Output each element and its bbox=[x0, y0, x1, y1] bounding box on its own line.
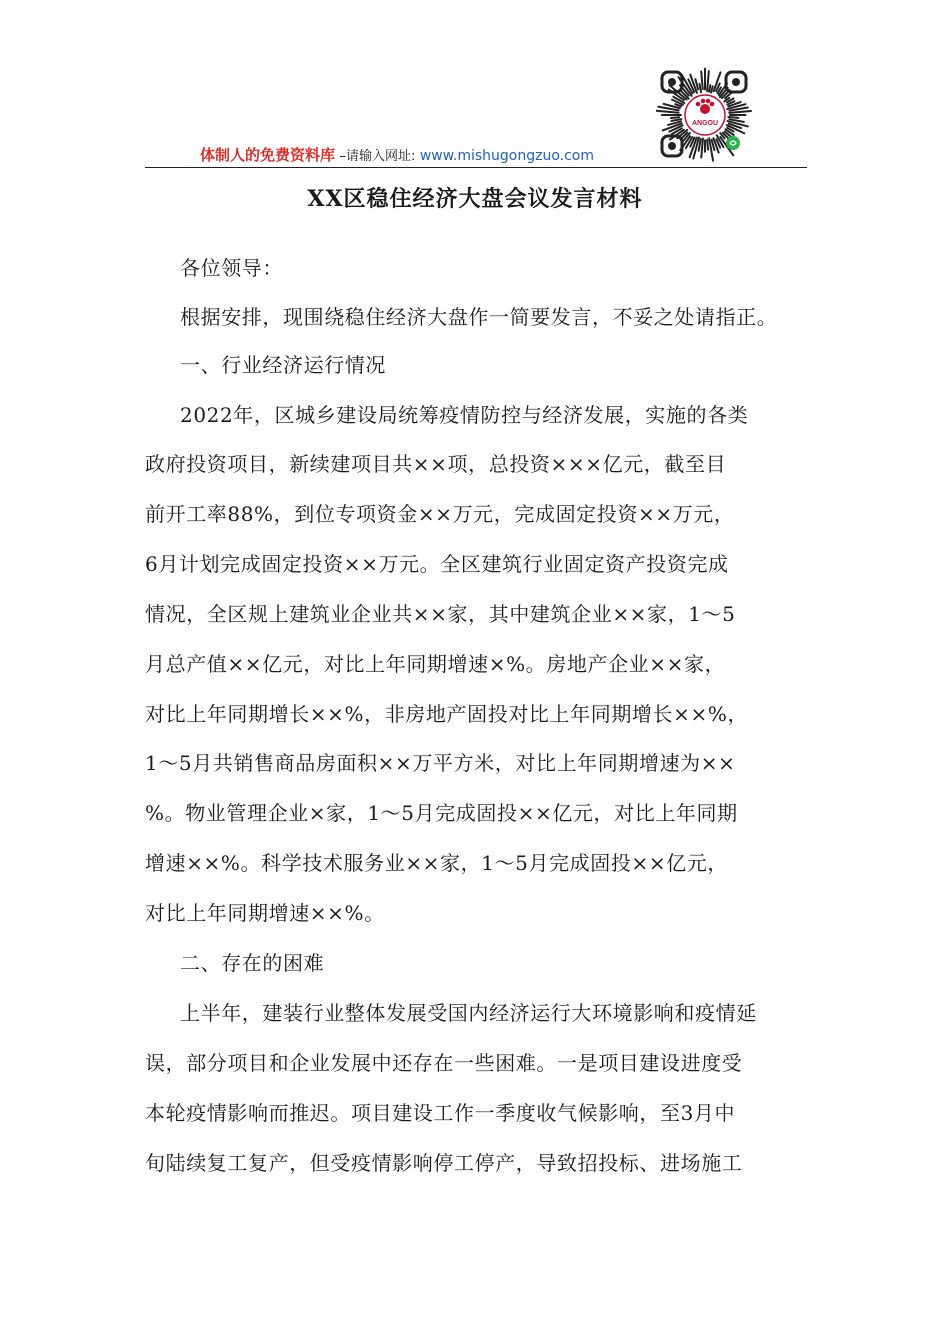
body-line: 对比上年同期增速××%。 bbox=[145, 901, 385, 925]
document-title: XX区稳住经济大盘会议发言材料 bbox=[307, 186, 643, 212]
header-prompt: –请输入网址: bbox=[339, 149, 416, 164]
qr-ray bbox=[701, 71, 703, 89]
qr-ray bbox=[711, 86, 713, 92]
section-heading: 一、行业经济运行情况 bbox=[180, 353, 386, 377]
header-divider bbox=[145, 167, 807, 168]
body-line: 情况，全区规上建筑业企业共××家，其中建筑企业××家，1～5 bbox=[145, 602, 736, 626]
body-line: 2022年，区城乡建设局统筹疫情防控与经济发展，实施的各类 bbox=[180, 403, 749, 427]
qr-finder-dot bbox=[668, 142, 676, 150]
qr-ray bbox=[656, 111, 678, 113]
body-line: 误，部分项目和企业发展中还存在一些困难。一是项目建设进度受 bbox=[145, 1051, 743, 1075]
qr-ray bbox=[671, 117, 679, 118]
qr-code bbox=[656, 66, 754, 164]
body-line: %。物业管理企业×家，1～5月完成固投××亿元，对比上年同期 bbox=[145, 801, 738, 825]
section-heading: 二、存在的困难 bbox=[180, 951, 325, 975]
body-line: 旬陆续复工复产，但受疫情影响停工停产，导致招投标、进场施工 bbox=[145, 1151, 743, 1175]
qr-ray bbox=[707, 140, 708, 150]
qr-code-graphic bbox=[656, 66, 754, 164]
body-line: 1～5月共销售商品房面积××万平方米，对比上年同期增速为×× bbox=[145, 751, 736, 775]
body-line: 6月计划完成固定投资××万元。全区建筑行业固定资产投资完成 bbox=[145, 552, 729, 576]
qr-ray bbox=[699, 84, 700, 92]
qr-ray bbox=[671, 119, 681, 121]
body-line: 前开工率88%，到位专项资金××万元，完成固定投资××万元， bbox=[145, 502, 735, 526]
body-line: 根据安排，现围绕稳住经济大盘作一简要发言，不妥之处请指正。 bbox=[180, 305, 778, 329]
qr-ray bbox=[729, 111, 751, 113]
mini-program-badge-icon bbox=[726, 136, 740, 150]
header-watermark bbox=[200, 145, 594, 167]
body-line: 增速××%。科学技术服务业××家，1～5月完成固投××亿元， bbox=[145, 851, 728, 875]
body-line: 上半年，建装行业整体发展受国内经济运行大环境影响和疫情延 bbox=[180, 1001, 757, 1025]
qr-ray bbox=[728, 117, 738, 118]
header-brand: 体制人的免费资料库 bbox=[200, 146, 336, 164]
salutation: 各位领导： bbox=[180, 256, 283, 280]
body-line: 月总产值××亿元，对比上年同期增速×%。房地产企业××家， bbox=[145, 652, 726, 676]
qr-ray bbox=[709, 85, 710, 92]
qr-ray bbox=[701, 139, 703, 158]
body-line: 本轮疫情影响而推迟。项目建设工作一季度收气候影响，至3月中 bbox=[145, 1101, 736, 1125]
body-line: 政府投资项目，新续建项目共××项，总投资×××亿元，截至目 bbox=[145, 452, 727, 476]
qr-finder-dot bbox=[732, 78, 740, 86]
qr-ray bbox=[707, 71, 709, 91]
body-line: 对比上年同期增长××%，非房地产固投对比上年同期增长××%， bbox=[145, 702, 749, 726]
qr-logo-text: ANGOU bbox=[691, 120, 719, 127]
header-url-link[interactable]: www.mishugongzuo.com bbox=[419, 148, 594, 164]
qr-finder-dot bbox=[668, 78, 676, 86]
